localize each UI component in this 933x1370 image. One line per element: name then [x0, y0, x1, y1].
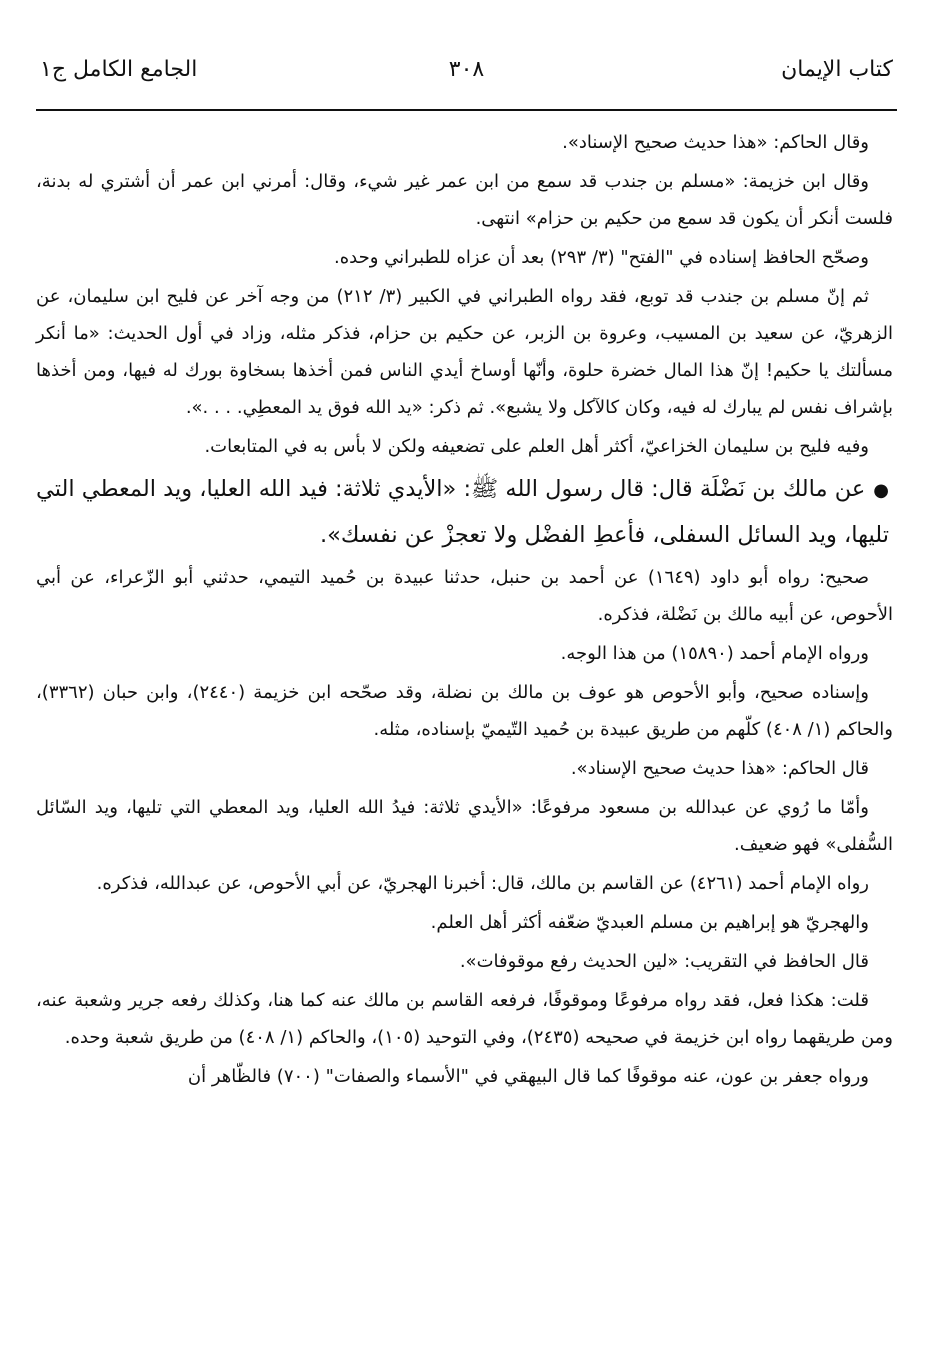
paragraph: ثم إنّ مسلم بن جندب قد توبع، فقد رواه الطبراني في الكبير (٣/ ٢١٢) من وجه آخر عن فليح ابن سليمان، عن الزهريّ، عن سعيد بن المسيب، وعروة بن الزبر، عن حكيم بن حزام، فذكر مثله، وزاد في أول الحديث: «ما أنكر مسألتك يا حكيم! إنّ هذا المال خضرة حلوة، وأنّها أوساخ أيدي الناس فمن أخذها بسخاوة بورك له فيها، ومن أخذها بإشراف نفس لم يبارك له فيه، وكان كالآكل ولا يشبع». ثم ذكر: «يد الله فوق يد المعطِي. . . .».	[36, 286, 893, 418]
page-body	[36, 124, 893, 1097]
paragraph: قال الحاكم: «هذا حديث صحيح الإسناد».	[570, 758, 869, 779]
paragraph: ورواه جعفر بن عون، عنه موقوفًا كما قال البيهقي في "الأسماء والصفات" (٧٠٠) فالظّاهر أن	[187, 1066, 869, 1087]
paragraph: قال الحافظ في التقريب: «لين الحديث رفع موقوفات».	[459, 951, 869, 972]
book-title: الجامع الكامل ج١	[40, 57, 198, 82]
paragraph: ورواه الإمام أحمد (١٥٨٩٠) من هذا الوجه.	[560, 643, 869, 664]
bullet-icon: ●	[873, 480, 889, 501]
paragraph: والهجريّ هو إبراهيم بن مسلم العبديّ ضعّفه أكثر أهل العلم.	[430, 912, 869, 933]
paragraph: قلت: هكذا فعل، فقد رواه مرفوعًا وموقوفًا، فرفعه القاسم بن مالك عنه كما هنا، وكذلك رفعه جرير وشعبة عنه، ومن طريقهما رواه ابن خزيمة في صحيحه (٢٤٣٥)، وفي التوحيد (١٠٥)، والحاكم (١/ ٤٠٨) من طريق شعبة وحده.	[36, 990, 893, 1048]
paragraph: وقال ابن خزيمة: «مسلم بن جندب قد سمع من ابن عمر غير شيء، وقال: أمرني ابن عمر أن أشتري له بدنة، فلست أنكر أن يكون قد سمع من حكيم بن حزام» انتهى.	[36, 171, 893, 229]
hadith-text	[36, 467, 893, 557]
paragraph: وفيه فليح بن سليمان الخزاعيّ، أكثر أهل العلم على تضعيفه ولكن لا بأس به في المتابعات.	[204, 436, 869, 457]
page-header	[40, 52, 893, 102]
hadith-body: عن مالك بن نَضْلَة قال: قال رسول الله ﷺ: «الأيدي ثلاثة: فيد الله العليا، ويد المعطي التي تليها، ويد السائل السفلى، فأعطِ الفضْل ولا تعجزْ عن نفسك».	[36, 476, 889, 548]
paragraph: وقال الحاكم: «هذا حديث صحيح الإسناد».	[562, 132, 869, 153]
paragraph: رواه الإمام أحمد (٤٢٦١) عن القاسم بن مالك، قال: أخبرنا الهجريّ، عن أبي الأحوص، عن عبدالله، فذكره.	[96, 873, 869, 894]
paragraph: وأمّا ما رُوي عن عبدالله بن مسعود مرفوعًا: «الأيدي ثلاثة: فيدُ الله العليا، ويد المعطي التي تليها، ويد السّائل السُّفلى» فهو ضعيف.	[36, 797, 893, 855]
paragraph: وإسناده صحيح، وأبو الأحوص هو عوف بن مالك بن نضلة، وقد صحّحه ابن خزيمة (٢٤٤٠)، وابن حبان (٣٣٦٢)، والحاكم (١/ ٤٠٨) كلّهم من طريق عبيدة بن حُميد التّيميّ بإسناده، مثله.	[36, 682, 893, 740]
book-section-title: كتاب الإيمان	[781, 57, 893, 82]
paragraph: صحيح: رواه أبو داود (١٦٤٩) عن أحمد بن حنبل، حدثنا عبيدة بن حُميد التيمي، حدثني أبو الزّعراء، عن أبي الأحوص، عن أبيه مالك بن نَضْلة، فذكره.	[36, 567, 893, 625]
page-number: ٣٠٨	[448, 57, 485, 82]
header-rule	[36, 109, 897, 111]
paragraph: وصحّح الحافظ إسناده في "الفتح" (٣/ ٢٩٣) بعد أن عزاه للطبراني وحده.	[334, 247, 869, 268]
